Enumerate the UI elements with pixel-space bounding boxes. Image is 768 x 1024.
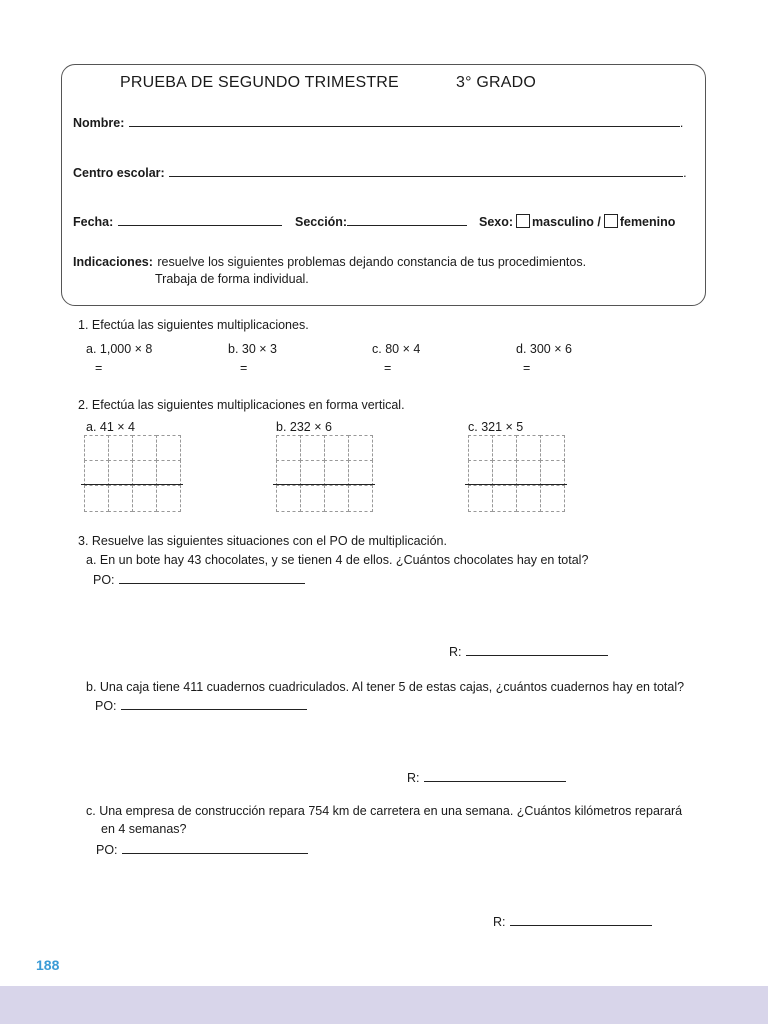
q1-eq-a: = <box>95 361 103 375</box>
q3c-r <box>493 913 652 931</box>
q3a-r-field[interactable] <box>466 643 608 656</box>
q3c-r-field[interactable] <box>510 913 652 926</box>
q3a-po-label: PO: <box>93 573 115 587</box>
q1-item-b: b. 30 × 3 <box>228 342 277 356</box>
q3b-r-field[interactable] <box>424 769 566 782</box>
q2-item-c: c. 321 × 5 <box>468 420 524 434</box>
fecha-field[interactable] <box>118 213 282 226</box>
q3c-po <box>96 841 308 859</box>
q3a-po-field[interactable] <box>119 571 305 584</box>
q1-eq-b: = <box>240 361 248 375</box>
q2-grid-b[interactable] <box>276 435 372 511</box>
centro-label: Centro escolar: <box>73 166 165 180</box>
q3a-text: a. En un bote hay 43 chocolates, y se tienen 4 de ellos. ¿Cuántos chocolates hay en total? <box>86 553 589 567</box>
q2-item-b: b. 232 × 6 <box>276 420 332 434</box>
seccion-label: Sección: <box>295 215 348 229</box>
q3b-po-label: PO: <box>95 699 117 713</box>
q2-grid-a-rule <box>81 484 183 485</box>
q1-title: 1. Efectúa las siguientes multiplicaciones. <box>78 318 309 332</box>
q2-grid-a[interactable] <box>84 435 180 511</box>
q3a-r-label: R: <box>449 645 462 659</box>
q1-item-d: d. 300 × 6 <box>516 342 572 356</box>
nombre-period: . <box>679 116 684 130</box>
q2-grid-c[interactable] <box>468 435 564 511</box>
q2-grid-c-rule <box>465 484 567 485</box>
q3c-po-label: PO: <box>96 843 118 857</box>
centro-period: . <box>683 166 687 180</box>
q3-title: 3. Resuelve las siguientes situaciones con el PO de multiplicación. <box>78 534 447 548</box>
q3a-po <box>93 571 305 589</box>
femenino-checkbox[interactable] <box>604 214 618 228</box>
q3c-r-label: R: <box>493 915 506 929</box>
indicaciones-text: resuelve los siguientes problemas dejando constancia de tus procedimientos. <box>157 255 587 269</box>
grade-label: 3° GRADO <box>456 74 537 91</box>
centro-row <box>73 164 687 182</box>
femenino-label: femenino <box>619 215 676 229</box>
sexo-row <box>479 213 675 231</box>
q2-grid-b-rule <box>273 484 375 485</box>
fecha-label: Fecha: <box>73 215 114 229</box>
q3b-r <box>407 769 566 787</box>
masculino-checkbox[interactable] <box>516 214 530 228</box>
q1-eq-d: = <box>523 361 531 375</box>
q1-eq-c: = <box>384 361 392 375</box>
q3b-po-field[interactable] <box>121 697 307 710</box>
indicaciones-row <box>73 253 586 271</box>
q2-item-a: a. 41 × 4 <box>86 420 135 434</box>
centro-field[interactable] <box>169 164 683 177</box>
q3b-text: b. Una caja tiene 411 cuadernos cuadriculados. Al tener 5 de estas cajas, ¿cuántos cuadernos hay en total? <box>86 680 685 694</box>
nombre-label: Nombre: <box>73 116 125 130</box>
q3b-po <box>95 697 307 715</box>
q3c-text-2: en 4 semanas? <box>101 822 187 836</box>
q3b-r-label: R: <box>407 771 420 785</box>
q2-title: 2. Efectúa las siguientes multiplicaciones en forma vertical. <box>78 398 405 412</box>
seccion-field[interactable] <box>347 213 467 226</box>
q3a-r <box>449 643 608 661</box>
q1-item-a: a. 1,000 × 8 <box>86 342 153 356</box>
fecha-row <box>73 213 282 231</box>
q3c-text: c. Una empresa de construcción repara 754 km de carretera en una semana. ¿Cuántos kilómetros reparará <box>86 804 683 818</box>
test-title: PRUEBA DE SEGUNDO TRIMESTRE <box>120 74 399 91</box>
nombre-row <box>73 114 683 132</box>
bottom-band <box>0 986 768 1024</box>
indicaciones-text-2: Trabaja de forma individual. <box>155 272 309 286</box>
q1-item-c: c. 80 × 4 <box>372 342 421 356</box>
sexo-label: Sexo: <box>479 215 514 229</box>
nombre-field[interactable] <box>129 114 680 127</box>
q3c-po-field[interactable] <box>122 841 308 854</box>
masculino-label: masculino / <box>532 215 601 229</box>
seccion-row <box>295 213 467 231</box>
indicaciones-label: Indicaciones: <box>73 255 153 269</box>
page-number: 188 <box>36 957 60 973</box>
